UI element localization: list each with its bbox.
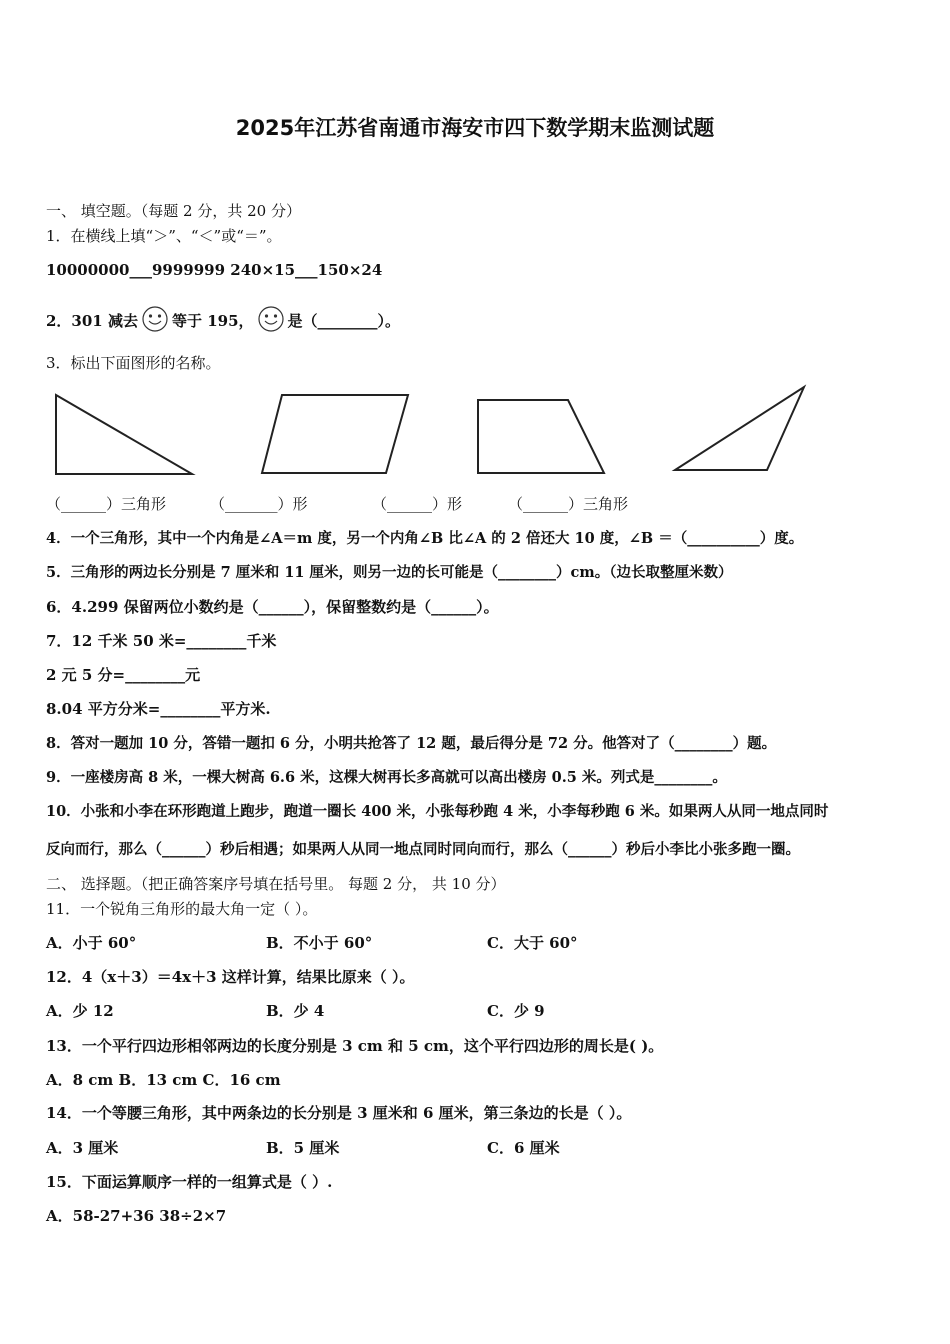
question-4: 4．一个三角形，其中一个内角是∠A＝m 度，另一个内角∠B 比∠A 的 2 倍还大 10 度，∠B ＝（__________）度。	[46, 530, 804, 547]
question-15: 15．下面运算顺序一样的一组算式是（ ）.	[46, 1173, 333, 1191]
q15-options: A．58-27+36 38÷2×7	[46, 1207, 227, 1225]
question-1-line: 10000000___9999999 240×15___150×24	[46, 261, 383, 279]
question-6: 6．4.299 保留两位小数约是（______），保留整数约是（______）。	[46, 598, 499, 616]
q11-option-a: A．小于 60°	[46, 934, 137, 952]
parallelogram-figure	[258, 390, 414, 480]
q14-option-b: B．5 厘米	[266, 1139, 340, 1157]
question-8: 8．答对一题加 10 分，答错一题扣 6 分，小明共抢答了 12 题，最后得分是 72 分。他答对了（________）题。	[46, 735, 777, 752]
question-7a: 7．12 千米 50 米=________千米	[46, 632, 277, 650]
shape-label-3: （______）形	[372, 495, 463, 513]
question-2-part2: 等于 195，	[171, 312, 254, 330]
q11-option-c: C．大于 60°	[487, 934, 578, 952]
question-2-part3: 是（________）。	[287, 312, 401, 330]
obtuse-triangle-figure	[670, 383, 810, 479]
smiley-face-icon	[140, 306, 170, 337]
page-title: 2025年江苏省南通市海安市四下数学期末监测试题	[235, 116, 715, 140]
question-1: 1．在横线上填“＞”、“＜”或“＝”。	[46, 227, 282, 245]
question-14: 14．一个等腰三角形，其中两条边的长分别是 3 厘米和 6 厘米，第三条边的长是（ ）。	[46, 1104, 632, 1122]
right-triangle-figure	[50, 390, 200, 480]
question-2	[46, 306, 400, 337]
shape-label-4: （______）三角形	[508, 495, 629, 513]
q12-option-c: C．少 9	[487, 1002, 545, 1020]
question-7b: 2 元 5 分=________元	[46, 666, 201, 684]
question-5: 5．三角形的两边长分别是 7 厘米和 11 厘米，则另一边的长可能是（________）cm。（边长取整厘米数）	[46, 564, 733, 581]
section-2-heading: 二、 选择题。（把正确答案序号填在括号里。 每题 2 分， 共 10 分）	[46, 875, 506, 893]
question-2-part1: 2．301 减去	[46, 312, 138, 330]
question-13: 13．一个平行四边形相邻两边的长度分别是 3 cm 和 5 cm，这个平行四边形的周长是( )。	[46, 1037, 664, 1055]
q14-option-c: C．6 厘米	[487, 1139, 560, 1157]
q12-option-a: A．少 12	[46, 1002, 114, 1020]
shape-label-1: （______）三角形	[46, 495, 167, 513]
q14-option-a: A．3 厘米	[46, 1139, 119, 1157]
smiley-face-icon	[256, 306, 286, 337]
q11-option-b: B．不小于 60°	[266, 934, 373, 952]
question-12: 12．4（x＋3）＝4x＋3 这样计算，结果比原来（ ）。	[46, 968, 415, 986]
shape-label-2: （_______）形	[210, 495, 308, 513]
trapezoid-figure	[472, 395, 612, 479]
question-9: 9．一座楼房高 8 米，一棵大树高 6.6 米，这棵大树再长多高就可以高出楼房 0.5 米。列式是________。	[46, 769, 727, 786]
question-7c: 8.04 平方分米=________平方米.	[46, 700, 271, 718]
question-10a: 10．小张和小李在环形跑道上跑步，跑道一圈长 400 米，小张每秒跑 4 米，小李每秒跑 6 米。如果两人从同一地点同时	[46, 803, 829, 820]
section-1-heading: 一、 填空题。（每题 2 分，共 20 分）	[46, 202, 301, 220]
q12-option-b: B．少 4	[266, 1002, 325, 1020]
question-3: 3．标出下面图形的名称。	[46, 354, 221, 372]
q13-options: A．8 cm B．13 cm C．16 cm	[46, 1071, 281, 1089]
question-10b: 反向而行，那么（______）秒后相遇；如果两人从同一地点同时同向而行，那么（______）秒后小李比小张多跑一圈。	[46, 841, 800, 858]
question-11: 11．一个锐角三角形的最大角一定（ ）。	[46, 900, 318, 918]
